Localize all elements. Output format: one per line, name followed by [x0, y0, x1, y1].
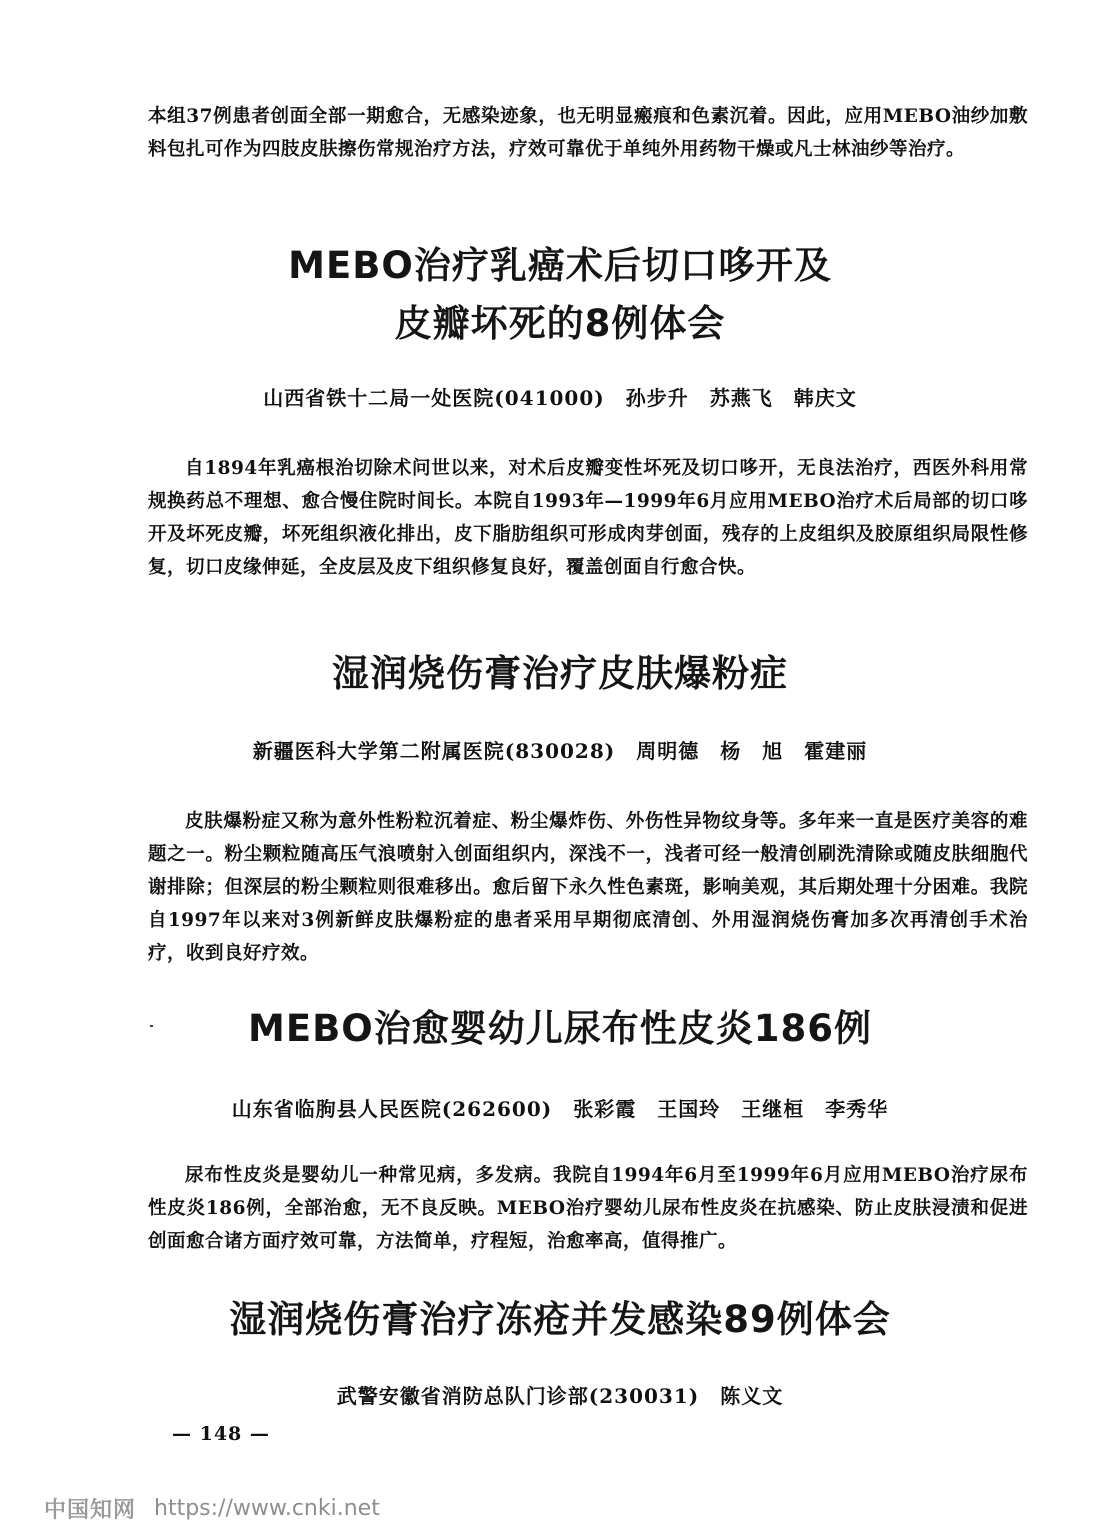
cnki-footer: [44, 1494, 380, 1522]
article3-body: 尿布性皮炎是婴幼儿一种常见病，多发病。我院自1994年6月至1999年6月应用MEBO治疗尿布性皮炎186例，全部治愈，无不良反映。MEBO治疗婴幼儿尿布性皮炎在抗感染、防止皮肤浸渍和促进创面愈合诸方面疗效可靠，方法简单，疗程短，治愈率高，值得推广。: [148, 1165, 1028, 1252]
article1-title-line1: MEBO治疗乳癌术后切口哆开及: [288, 244, 832, 287]
cnki-url[interactable]: https://www.cnki.net: [154, 1495, 380, 1521]
top-paragraph: 本组37例患者创面全部一期愈合，无感染迹象，也无明显瘢痕和色素沉着。因此，应用MEBO油纱加敷料包扎可作为四肢皮肤擦伤常规治疗方法，疗效可靠优于单纯外用药物干燥或凡士林油纱等治疗。: [148, 106, 1028, 160]
article1-title-line2: 皮瓣坏死的8例体会: [394, 302, 726, 345]
article1-body: 自1894年乳癌根治切除术问世以来，对术后皮瓣变性坏死及切口哆开，无良法治疗，西医外科用常规换药总不理想、愈合慢住院时间长。本院自1993年—1999年6月应用MEBO治疗术后局部的切口哆开及坏死皮瓣，坏死组织液化排出，皮下脂肪组织可形成肉芽创面，残存的上皮组织及胶原组织局限性修复，切口皮缘伸延，全皮层及皮下组织修复良好，覆盖创面自行愈合快。: [148, 458, 1028, 578]
article2-body: 皮肤爆粉症又称为意外性粉粒沉着症、粉尘爆炸伤、外伤性异物纹身等。多年来一直是医疗美容的难题之一。粉尘颗粒随高压气浪喷射入创面组织内，深浅不一，浅者可经一般清创刷洗清除或随皮肤细胞代谢排除；但深层的粉尘颗粒则很难移出。愈后留下永久性色素斑，影响美观，其后期处理十分困难。我院自1997年以来对3例新鲜皮肤爆粉症的患者采用早期彻底清创、外用湿润烧伤膏加多次再清创手术治疗，收到良好疗效。: [148, 811, 1028, 964]
page-number: — 148 —: [172, 1423, 270, 1445]
article3-byline: 山东省临朐县人民医院(262600) 张彩霞 王国玲 王继桓 李秀华: [231, 1097, 889, 1121]
cnki-logo: 中国知网: [44, 1497, 137, 1523]
article2-title: 湿润烧伤膏治疗皮肤爆粉症: [332, 652, 788, 695]
article3-title: MEBO治愈婴幼儿尿布性皮炎186例: [248, 1007, 872, 1050]
article4-byline: 武警安徽省消防总队门诊部(230031) 陈义文: [336, 1384, 784, 1408]
article2-byline: 新疆医科大学第二附属医院(830028) 周明德 杨 旭 霍建丽: [252, 739, 868, 763]
article4-title: 湿润烧伤膏治疗冻疮并发感染89例体会: [229, 1298, 891, 1341]
article1-byline: 山西省铁十二局一处医院(041000) 孙步升 苏燕飞 韩庆文: [263, 386, 857, 410]
